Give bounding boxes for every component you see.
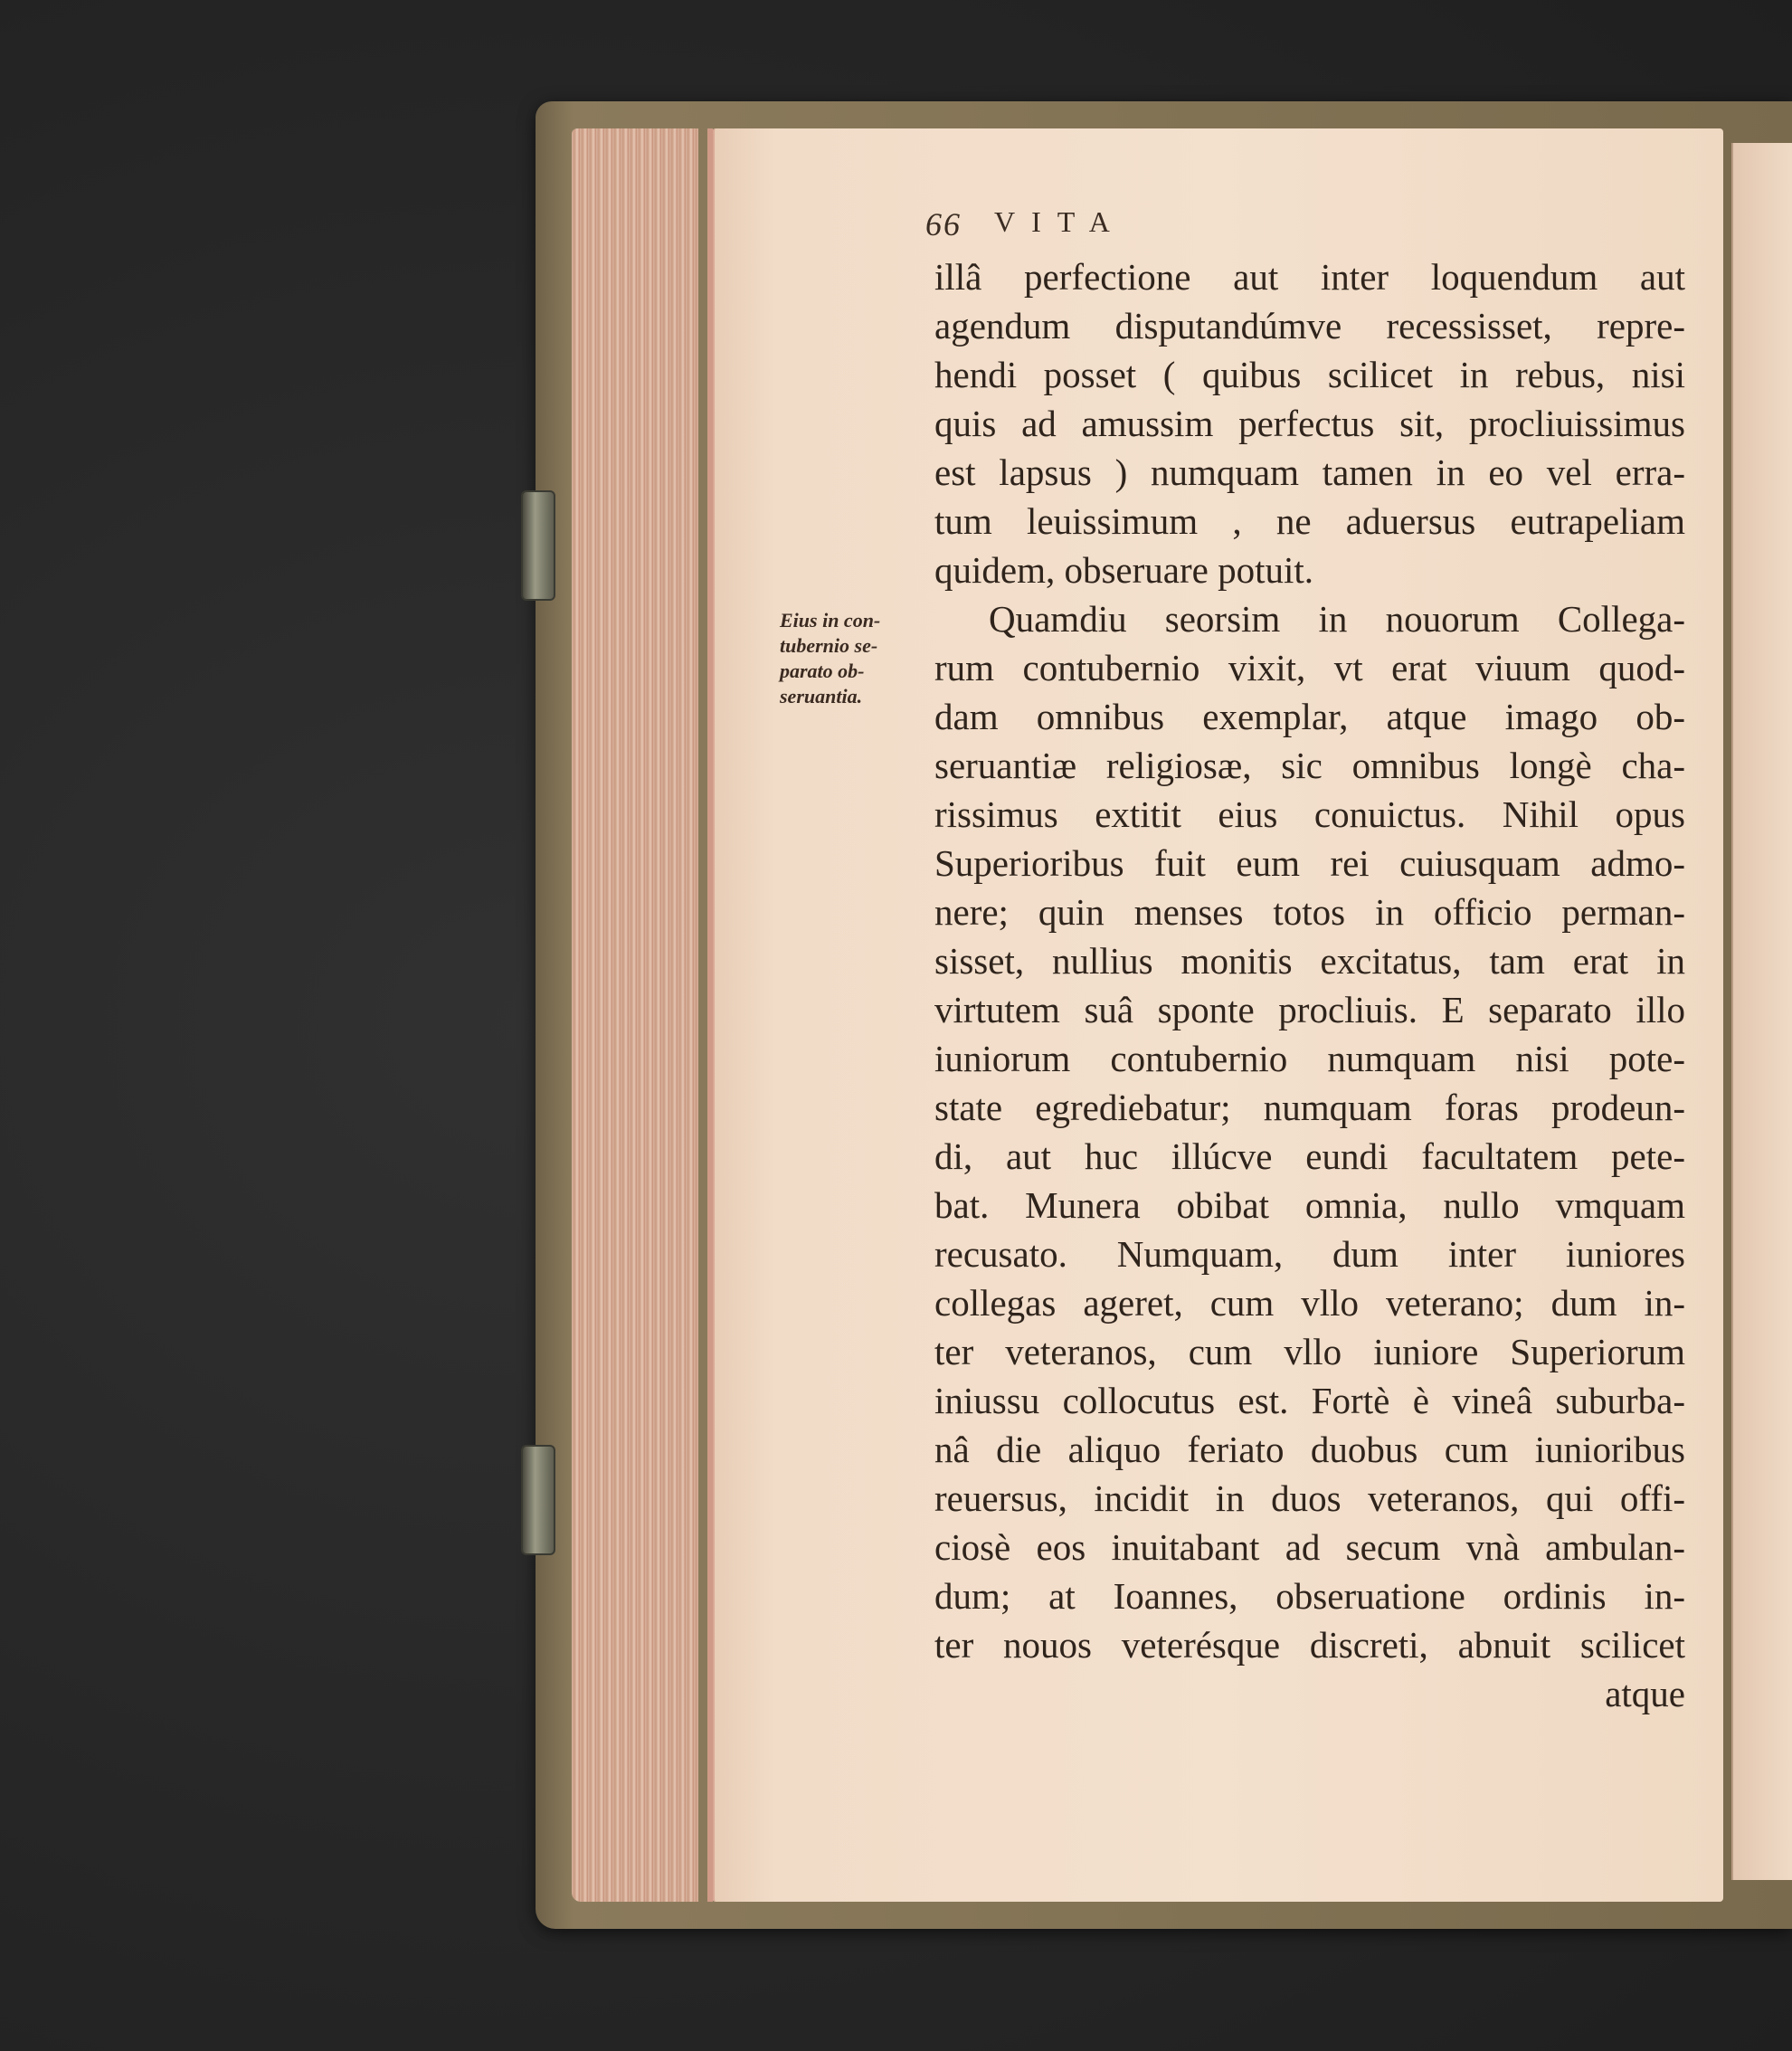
margin-note-line: parato ob- [780, 660, 865, 682]
text-line: ter nouos veterésque discreti, abnuit scilicet [934, 1624, 1685, 1666]
text-line: agendum disputandúmve recessisset, repre- [934, 305, 1685, 347]
text-line: dum; at Ioannes, obseruatione ordinis in- [934, 1575, 1685, 1617]
clasp-top [521, 490, 555, 601]
text-line: recusato. Numquam, dum inter iuniores [934, 1233, 1685, 1275]
text-line: dam omnibus exemplar, atque imago ob- [934, 696, 1685, 737]
text-line: Superioribus fuit eum rei cuiusquam admo- [934, 842, 1685, 884]
running-head [925, 205, 1649, 249]
text-line: ter veteranos, cum vllo iuniore Superiorum [934, 1331, 1685, 1372]
text-line: reuersus, incidit in duos veteranos, qui offi- [934, 1477, 1685, 1519]
text-line: est lapsus ) numquam tamen in eo vel erra- [934, 451, 1685, 493]
text-line: bat. Munera obibat omnia, nullo vmquam [934, 1184, 1685, 1226]
text-line: hendi posset ( quibus scilicet in rebus, nisi [934, 354, 1685, 395]
margin-note-line: Eius in con- [780, 609, 881, 631]
text-line: nere; quin menses totos in officio perman- [934, 891, 1685, 933]
margin-note-line: seruantia. [780, 685, 863, 707]
text-line: tum leuissimum , ne aduersus eutrapeliam [934, 500, 1685, 542]
text-line: seruantiæ religiosæ, sic omnibus longè cha- [934, 745, 1685, 786]
text-line: Quamdiu seorsim in nouorum Collega- [989, 598, 1685, 640]
page-edges [572, 128, 698, 1902]
clasp-bottom [521, 1445, 555, 1555]
facing-page-edge [1731, 143, 1792, 1880]
text-line: state egrediebatur; numquam foras prodeun- [934, 1087, 1685, 1128]
text-line: sisset, nullius monitis excitatus, tam erat in [934, 940, 1685, 982]
page-gutter-edge [707, 128, 713, 1902]
text-line: quis ad amussim perfectus sit, procliuissimus [934, 403, 1685, 444]
text-line: nâ die aliquo feriato duobus cum iunioribus [934, 1429, 1685, 1470]
page-number: 66 [925, 206, 962, 242]
text-line: rissimus extitit eius conuictus. Nihil opus [934, 793, 1685, 835]
running-title: VITA [994, 205, 1126, 238]
margin-note-line: tubernio se- [780, 634, 878, 657]
margin-note [780, 608, 924, 709]
text-line: illâ perfectione aut inter loquendum aut [934, 256, 1685, 298]
text-line: ciosè eos inuitabant ad secum vnà ambulan- [934, 1526, 1685, 1568]
text-line: virtutem suâ sponte procliuis. E separato illo [934, 989, 1685, 1030]
text-line: iuniorum contubernio numquam nisi pote- [934, 1038, 1685, 1079]
text-line: rum contubernio vixit, vt erat viuum quod- [934, 647, 1685, 688]
text-line: di, aut huc illúcve eundi facultatem pete- [934, 1135, 1685, 1177]
text-line: quidem, obseruare potuit. [934, 549, 1314, 591]
catchword: atque [1605, 1673, 1685, 1714]
text-line: iniussu collocutus est. Fortè è vineâ suburba- [934, 1380, 1685, 1421]
text-line: collegas ageret, cum vllo veterano; dum in- [934, 1282, 1685, 1324]
